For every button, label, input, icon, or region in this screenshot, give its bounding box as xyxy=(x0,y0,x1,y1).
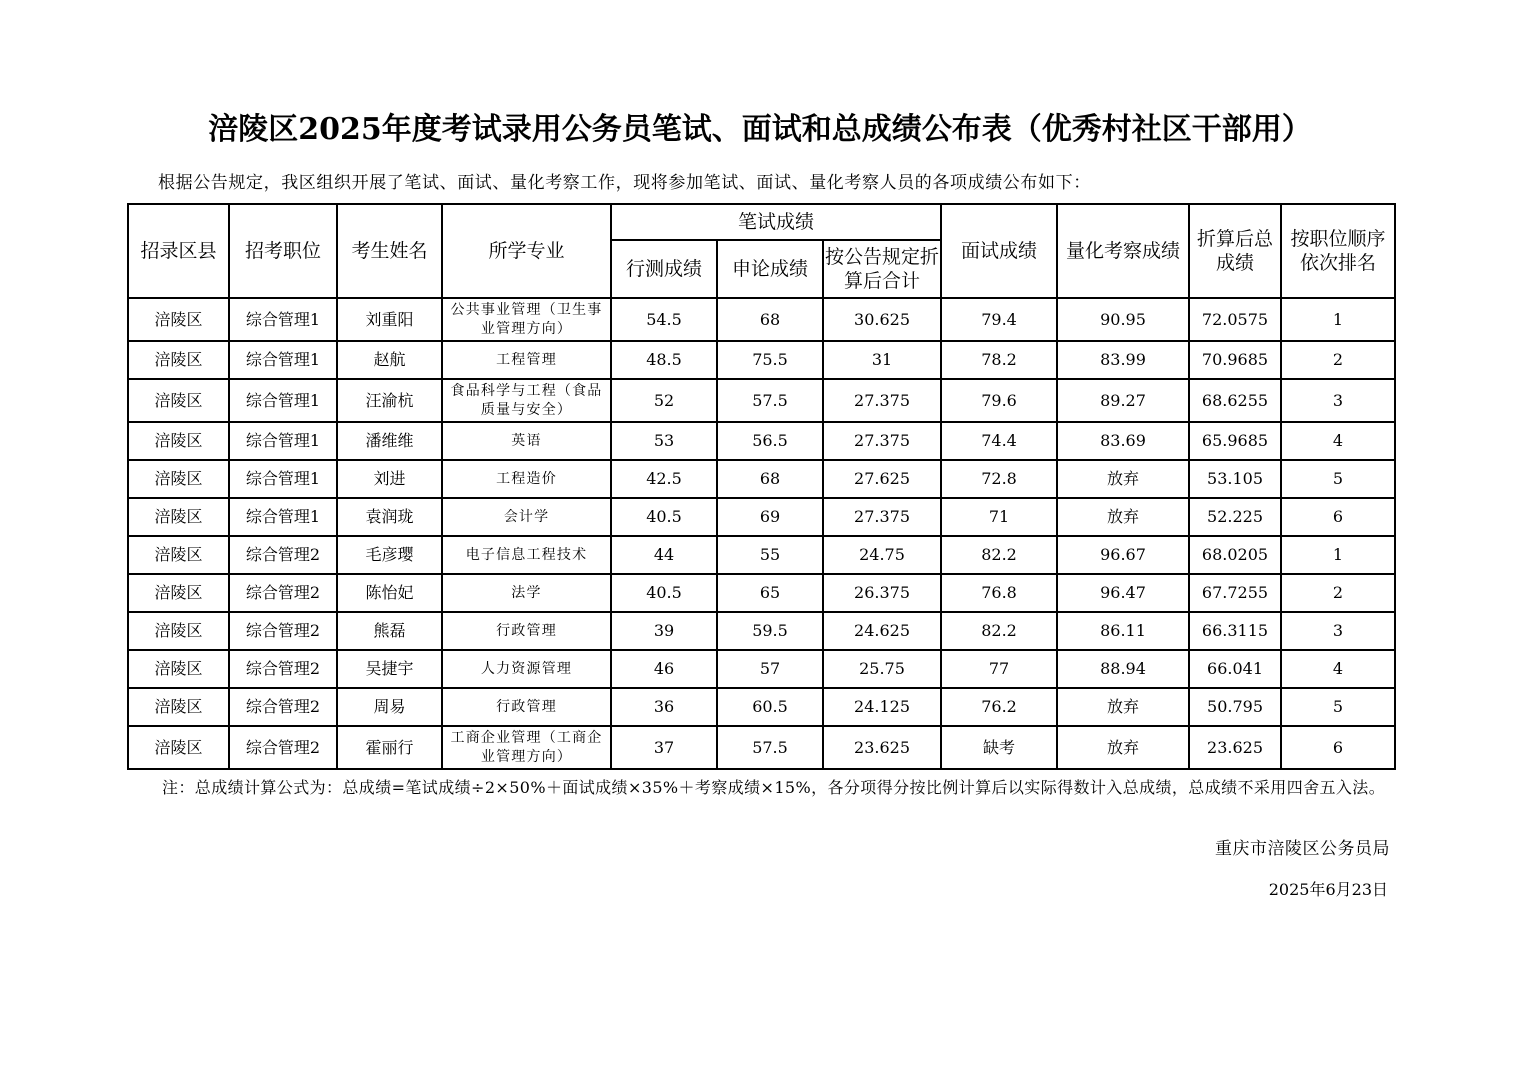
cell-interview: 82.2 xyxy=(941,536,1057,574)
cell-xingce: 52 xyxy=(611,379,717,422)
cell-written-converted: 24.125 xyxy=(823,688,941,726)
cell-rank: 3 xyxy=(1281,379,1395,422)
table-row xyxy=(128,341,1395,379)
cell-total: 52.225 xyxy=(1189,498,1281,536)
cell-district: 涪陵区 xyxy=(128,574,229,612)
cell-rank: 5 xyxy=(1281,460,1395,498)
cell-interview: 79.4 xyxy=(941,298,1057,341)
cell-position: 综合管理1 xyxy=(229,379,337,422)
cell-written-converted: 27.625 xyxy=(823,460,941,498)
table-row xyxy=(128,536,1395,574)
cell-position: 综合管理1 xyxy=(229,460,337,498)
header-position: 招考职位 xyxy=(229,204,337,298)
cell-inspection: 86.11 xyxy=(1057,612,1189,650)
cell-major: 电子信息工程技术 xyxy=(442,536,611,574)
header-name: 考生姓名 xyxy=(337,204,442,298)
cell-inspection: 96.47 xyxy=(1057,574,1189,612)
cell-inspection: 96.67 xyxy=(1057,536,1189,574)
cell-interview: 76.2 xyxy=(941,688,1057,726)
cell-written-converted: 26.375 xyxy=(823,574,941,612)
table-row xyxy=(128,422,1395,460)
cell-xingce: 48.5 xyxy=(611,341,717,379)
cell-interview: 71 xyxy=(941,498,1057,536)
cell-major: 行政管理 xyxy=(442,688,611,726)
cell-name: 熊磊 xyxy=(337,612,442,650)
cell-position: 综合管理2 xyxy=(229,574,337,612)
cell-position: 综合管理2 xyxy=(229,688,337,726)
cell-rank: 3 xyxy=(1281,612,1395,650)
cell-major: 工程造价 xyxy=(442,460,611,498)
cell-rank: 2 xyxy=(1281,574,1395,612)
cell-district: 涪陵区 xyxy=(128,298,229,341)
table-row xyxy=(128,688,1395,726)
cell-name: 周易 xyxy=(337,688,442,726)
cell-inspection: 放弃 xyxy=(1057,688,1189,726)
cell-xingce: 54.5 xyxy=(611,298,717,341)
cell-district: 涪陵区 xyxy=(128,379,229,422)
cell-district: 涪陵区 xyxy=(128,612,229,650)
cell-major: 工商企业管理（工商企业管理方向） xyxy=(442,726,611,769)
cell-name: 刘进 xyxy=(337,460,442,498)
cell-district: 涪陵区 xyxy=(128,498,229,536)
cell-district: 涪陵区 xyxy=(128,726,229,769)
cell-total: 68.0205 xyxy=(1189,536,1281,574)
cell-rank: 5 xyxy=(1281,688,1395,726)
cell-written-converted: 31 xyxy=(823,341,941,379)
cell-major: 英语 xyxy=(442,422,611,460)
cell-written-converted: 24.75 xyxy=(823,536,941,574)
cell-shenlun: 69 xyxy=(717,498,823,536)
cell-shenlun: 75.5 xyxy=(717,341,823,379)
cell-major: 法学 xyxy=(442,574,611,612)
cell-written-converted: 27.375 xyxy=(823,422,941,460)
cell-major: 工程管理 xyxy=(442,341,611,379)
table-body xyxy=(128,298,1395,769)
cell-position: 综合管理2 xyxy=(229,612,337,650)
cell-inspection: 83.99 xyxy=(1057,341,1189,379)
header-rank: 按职位顺序依次排名 xyxy=(1281,204,1395,298)
cell-shenlun: 57.5 xyxy=(717,379,823,422)
cell-inspection: 90.95 xyxy=(1057,298,1189,341)
cell-interview: 缺考 xyxy=(941,726,1057,769)
cell-position: 综合管理1 xyxy=(229,498,337,536)
cell-district: 涪陵区 xyxy=(128,536,229,574)
cell-name: 赵航 xyxy=(337,341,442,379)
cell-name: 霍丽行 xyxy=(337,726,442,769)
issuer: 重庆市涪陵区公务员局 xyxy=(1215,839,1390,859)
cell-rank: 4 xyxy=(1281,650,1395,688)
cell-position: 综合管理2 xyxy=(229,726,337,769)
cell-shenlun: 68 xyxy=(717,460,823,498)
cell-total: 66.3115 xyxy=(1189,612,1281,650)
cell-major: 会计学 xyxy=(442,498,611,536)
table-row xyxy=(128,298,1395,341)
cell-district: 涪陵区 xyxy=(128,650,229,688)
cell-written-converted: 24.625 xyxy=(823,612,941,650)
header-shenlun: 申论成绩 xyxy=(717,240,823,298)
cell-position: 综合管理2 xyxy=(229,650,337,688)
cell-name: 毛彦璎 xyxy=(337,536,442,574)
cell-inspection: 放弃 xyxy=(1057,460,1189,498)
cell-district: 涪陵区 xyxy=(128,460,229,498)
cell-total: 72.0575 xyxy=(1189,298,1281,341)
cell-interview: 78.2 xyxy=(941,341,1057,379)
cell-rank: 2 xyxy=(1281,341,1395,379)
cell-rank: 6 xyxy=(1281,726,1395,769)
cell-xingce: 39 xyxy=(611,612,717,650)
table-row xyxy=(128,726,1395,769)
table-row xyxy=(128,650,1395,688)
cell-xingce: 53 xyxy=(611,422,717,460)
cell-interview: 82.2 xyxy=(941,612,1057,650)
cell-inspection: 83.69 xyxy=(1057,422,1189,460)
cell-total: 23.625 xyxy=(1189,726,1281,769)
cell-interview: 79.6 xyxy=(941,379,1057,422)
intro-text: 根据公告规定，我区组织开展了笔试、面试、量化考察工作，现将参加笔试、面试、量化考察人员的各项成绩公布如下： xyxy=(158,173,1091,193)
cell-district: 涪陵区 xyxy=(128,341,229,379)
cell-total: 65.9685 xyxy=(1189,422,1281,460)
cell-xingce: 37 xyxy=(611,726,717,769)
cell-rank: 6 xyxy=(1281,498,1395,536)
table-row xyxy=(128,498,1395,536)
header-district: 招录区县 xyxy=(128,204,229,298)
scores-table xyxy=(127,203,1396,770)
cell-written-converted: 27.375 xyxy=(823,498,941,536)
header-inspection: 量化考察成绩 xyxy=(1057,204,1189,298)
cell-position: 综合管理1 xyxy=(229,341,337,379)
cell-total: 67.7255 xyxy=(1189,574,1281,612)
header-xingce: 行测成绩 xyxy=(611,240,717,298)
table-row xyxy=(128,460,1395,498)
cell-xingce: 40.5 xyxy=(611,574,717,612)
header-interview: 面试成绩 xyxy=(941,204,1057,298)
cell-shenlun: 60.5 xyxy=(717,688,823,726)
cell-shenlun: 65 xyxy=(717,574,823,612)
table-row xyxy=(128,574,1395,612)
header-major: 所学专业 xyxy=(442,204,611,298)
cell-total: 70.9685 xyxy=(1189,341,1281,379)
cell-district: 涪陵区 xyxy=(128,422,229,460)
cell-xingce: 44 xyxy=(611,536,717,574)
cell-district: 涪陵区 xyxy=(128,688,229,726)
cell-position: 综合管理1 xyxy=(229,422,337,460)
cell-major: 食品科学与工程（食品质量与安全） xyxy=(442,379,611,422)
cell-xingce: 36 xyxy=(611,688,717,726)
cell-shenlun: 56.5 xyxy=(717,422,823,460)
cell-written-converted: 27.375 xyxy=(823,379,941,422)
cell-written-converted: 25.75 xyxy=(823,650,941,688)
cell-interview: 72.8 xyxy=(941,460,1057,498)
cell-name: 陈怡妃 xyxy=(337,574,442,612)
cell-written-converted: 23.625 xyxy=(823,726,941,769)
cell-inspection: 放弃 xyxy=(1057,726,1189,769)
cell-name: 汪渝杭 xyxy=(337,379,442,422)
cell-interview: 74.4 xyxy=(941,422,1057,460)
cell-position: 综合管理1 xyxy=(229,298,337,341)
table-row xyxy=(128,379,1395,422)
cell-major: 人力资源管理 xyxy=(442,650,611,688)
cell-total: 68.6255 xyxy=(1189,379,1281,422)
cell-name: 潘维维 xyxy=(337,422,442,460)
cell-xingce: 46 xyxy=(611,650,717,688)
cell-position: 综合管理2 xyxy=(229,536,337,574)
cell-total: 66.041 xyxy=(1189,650,1281,688)
cell-total: 53.105 xyxy=(1189,460,1281,498)
issue-date: 2025年6月23日 xyxy=(1268,880,1388,899)
page-title: 涪陵区2025年度考试录用公务员笔试、面试和总成绩公布表（优秀村社区干部用） xyxy=(208,112,1312,147)
table-row xyxy=(128,612,1395,650)
cell-xingce: 42.5 xyxy=(611,460,717,498)
cell-written-converted: 30.625 xyxy=(823,298,941,341)
cell-inspection: 放弃 xyxy=(1057,498,1189,536)
cell-name: 袁润珑 xyxy=(337,498,442,536)
cell-name: 刘重阳 xyxy=(337,298,442,341)
cell-major: 公共事业管理（卫生事业管理方向） xyxy=(442,298,611,341)
cell-name: 吴捷宇 xyxy=(337,650,442,688)
cell-shenlun: 59.5 xyxy=(717,612,823,650)
cell-shenlun: 68 xyxy=(717,298,823,341)
cell-inspection: 89.27 xyxy=(1057,379,1189,422)
cell-interview: 76.8 xyxy=(941,574,1057,612)
cell-interview: 77 xyxy=(941,650,1057,688)
cell-shenlun: 57 xyxy=(717,650,823,688)
header-written: 笔试成绩 xyxy=(611,204,941,240)
cell-inspection: 88.94 xyxy=(1057,650,1189,688)
header-total: 折算后总成绩 xyxy=(1189,204,1281,298)
cell-rank: 1 xyxy=(1281,536,1395,574)
footnote: 注：总成绩计算公式为：总成绩=笔试成绩÷2×50%＋面试成绩×35%＋考察成绩×15%，各分项得分按比例计算后以实际得数计入总成绩，总成绩不采用四舍五入法。 xyxy=(162,778,1386,797)
cell-xingce: 40.5 xyxy=(611,498,717,536)
cell-major: 行政管理 xyxy=(442,612,611,650)
cell-shenlun: 57.5 xyxy=(717,726,823,769)
header-written-converted: 按公告规定折算后合计 xyxy=(823,240,941,298)
cell-rank: 1 xyxy=(1281,298,1395,341)
cell-shenlun: 55 xyxy=(717,536,823,574)
cell-rank: 4 xyxy=(1281,422,1395,460)
cell-total: 50.795 xyxy=(1189,688,1281,726)
